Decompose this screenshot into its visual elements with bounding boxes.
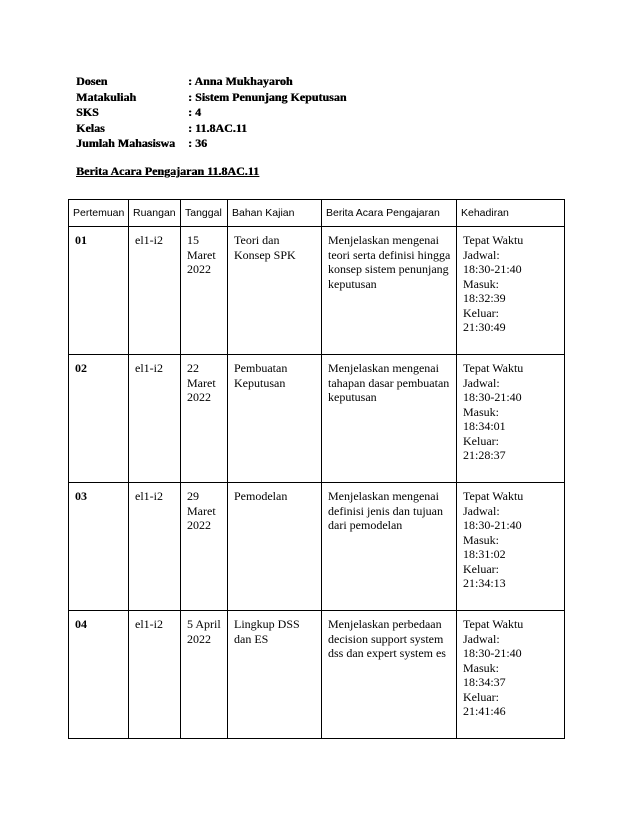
sks-value: : 4 (188, 105, 201, 120)
cell-tanggal: 5 April 2022 (181, 611, 228, 739)
table-header-row (69, 200, 565, 227)
report-heading: Berita Acara Pengajaran 11.8AC.11 (76, 164, 259, 178)
sks-label: SKS (76, 105, 99, 120)
table-row (69, 483, 565, 611)
header-berita-acara: Berita Acara Pengajaran (322, 200, 457, 227)
info-row-dosen (76, 74, 346, 90)
cell-tanggal: 29 Maret 2022 (181, 483, 228, 611)
course-info (76, 74, 346, 152)
cell-berita-acara: Menjelaskan mengenai tahapan dasar pembuatan keputusan (322, 355, 457, 483)
masuk-label: Masuk: (463, 660, 499, 675)
masuk-value: 18:32:39 (463, 291, 506, 305)
cell-kehadiran (457, 483, 565, 611)
dosen-label: Dosen (76, 74, 108, 88)
attendance-status: Tepat Waktu (463, 489, 524, 503)
cell-kehadiran (457, 355, 565, 483)
jadwal-label: Jadwal: (463, 247, 500, 262)
cell-bahan-kajian: Pembuatan Keputusan (228, 355, 322, 483)
masuk-label: Masuk: (463, 276, 499, 291)
cell-pertemuan: 03 (69, 483, 129, 611)
jumlah-label: Jumlah Mahasiswa (76, 136, 176, 151)
cell-ruangan: el1-i2 (129, 227, 181, 355)
jadwal-value: 18:30-21:40 (463, 646, 522, 660)
info-row-kelas (76, 121, 346, 137)
matakuliah-value: : Sistem Penunjang Keputusan (188, 89, 347, 104)
cell-bahan-kajian: Teori dan Konsep SPK (228, 227, 322, 355)
header-ruangan: Ruangan (129, 200, 181, 227)
keluar-label: Keluar: (463, 433, 499, 448)
keluar-value: 21:28:37 (463, 448, 506, 462)
cell-berita-acara: Menjelaskan mengenai definisi jenis dan tujuan dari pemodelan (322, 483, 457, 611)
cell-kehadiran (457, 227, 565, 355)
cell-berita-acara: Menjelaskan mengenai teori serta definisi hingga konsep sistem penunjang keputusan (322, 227, 457, 355)
masuk-value: 18:31:02 (463, 547, 506, 561)
keluar-label: Keluar: (463, 561, 499, 576)
jadwal-value: 18:30-21:40 (463, 390, 522, 404)
kelas-value: : 11.8AC.11 (188, 120, 248, 135)
jadwal-value: 18:30-21:40 (463, 518, 522, 532)
teaching-report-table (68, 199, 565, 739)
jadwal-label: Jadwal: (463, 503, 500, 518)
kelas-label: Kelas (76, 120, 105, 135)
info-row-jumlah (76, 136, 346, 152)
cell-tanggal: 22 Maret 2022 (181, 355, 228, 483)
attendance-status: Tepat Waktu (463, 361, 524, 375)
info-row-matakuliah (76, 90, 346, 106)
cell-pertemuan: 04 (69, 611, 129, 739)
keluar-label: Keluar: (463, 305, 499, 320)
info-row-sks (76, 105, 346, 121)
cell-bahan-kajian: Lingkup DSS dan ES (228, 611, 322, 739)
jumlah-value: : 36 (188, 136, 207, 151)
table-row (69, 355, 565, 483)
cell-ruangan: el1-i2 (129, 355, 181, 483)
table-row (69, 227, 565, 355)
keluar-label: Keluar: (463, 689, 499, 704)
cell-kehadiran (457, 611, 565, 739)
header-tanggal: Tanggal (181, 200, 228, 227)
attendance-status: Tepat Waktu (463, 617, 524, 631)
masuk-label: Masuk: (463, 404, 499, 419)
keluar-value: 21:30:49 (463, 320, 506, 334)
header-bahan-kajian: Bahan Kajian (228, 200, 322, 227)
table-row (69, 611, 565, 739)
header-pertemuan: Pertemuan (69, 200, 129, 227)
keluar-value: 21:41:46 (463, 704, 506, 718)
header-kehadiran: Kehadiran (457, 200, 565, 227)
cell-bahan-kajian: Pemodelan (228, 483, 322, 611)
jadwal-value: 18:30-21:40 (463, 262, 522, 276)
cell-ruangan: el1-i2 (129, 611, 181, 739)
cell-pertemuan: 02 (69, 355, 129, 483)
keluar-value: 21:34:13 (463, 576, 506, 590)
jadwal-label: Jadwal: (463, 631, 500, 646)
masuk-value: 18:34:01 (463, 419, 506, 433)
attendance-status: Tepat Waktu (463, 233, 524, 247)
cell-pertemuan: 01 (69, 227, 129, 355)
cell-ruangan: el1-i2 (129, 483, 181, 611)
masuk-value: 18:34:37 (463, 675, 506, 689)
masuk-label: Masuk: (463, 532, 499, 547)
matakuliah-label: Matakuliah (76, 89, 137, 104)
jadwal-label: Jadwal: (463, 375, 500, 390)
dosen-value: : Anna Mukhayaroh (188, 74, 293, 88)
cell-berita-acara: Menjelaskan perbedaan decision support system dss dan expert system es (322, 611, 457, 739)
cell-tanggal: 15 Maret 2022 (181, 227, 228, 355)
